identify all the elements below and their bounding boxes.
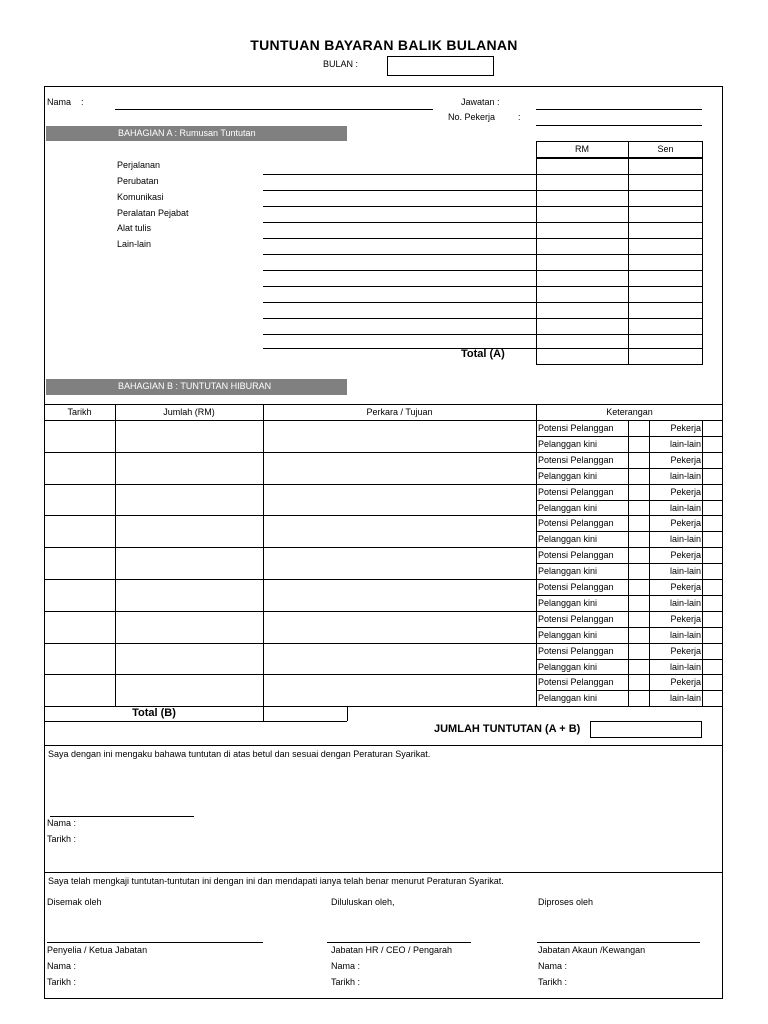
checkbox-potential-client[interactable] — [629, 548, 648, 563]
date-cell[interactable] — [45, 579, 114, 611]
current-client-label: Pelanggan kini — [538, 438, 598, 449]
date-cell[interactable] — [45, 547, 114, 579]
hr-role: Jabatan HR / CEO / Pengarah — [331, 945, 453, 955]
purpose-cell[interactable] — [264, 674, 535, 706]
potential-client-label: Potensi Pelanggan — [538, 613, 614, 624]
others-label: lain-lain — [669, 693, 701, 704]
section-a-entry-line[interactable] — [263, 206, 703, 207]
others-label: lain-lain — [669, 629, 701, 640]
staff-label: Pekerja — [670, 486, 701, 497]
checkbox-staff[interactable] — [703, 644, 722, 659]
name-field[interactable] — [115, 109, 433, 110]
checkbox-staff[interactable] — [703, 548, 722, 563]
staff-label: Pekerja — [670, 423, 701, 433]
others-label: lain-lain — [669, 502, 701, 513]
date-cell[interactable] — [45, 420, 114, 452]
current-client-label: Pelanggan kini — [538, 566, 598, 577]
col-purpose-header: Perkara / Tujuan — [366, 407, 433, 417]
checkbox-current-client[interactable] — [629, 628, 648, 643]
date-cell[interactable] — [45, 674, 114, 706]
processed-by-label: Diproses oleh — [538, 897, 594, 907]
potential-client-label: Potensi Pelanggan — [538, 486, 614, 497]
section-a-entry-line[interactable] — [263, 334, 703, 335]
checkbox-staff[interactable] — [703, 421, 722, 436]
checkbox-potential-client[interactable] — [629, 453, 648, 468]
current-client-label: Pelanggan kini — [538, 597, 598, 608]
checkbox-staff[interactable] — [703, 675, 722, 690]
checkbox-potential-client[interactable] — [629, 485, 648, 500]
purpose-cell[interactable] — [264, 547, 535, 579]
col-date-header: Tarikh — [67, 407, 92, 417]
checkbox-current-client[interactable] — [629, 469, 648, 484]
current-client-label: Pelanggan kini — [538, 502, 598, 513]
supervisor-role: Penyelia / Ketua Jabatan — [47, 945, 148, 955]
amount-cell[interactable] — [116, 420, 262, 452]
date-cell[interactable] — [45, 515, 114, 547]
checkbox-current-client[interactable] — [629, 532, 648, 547]
purpose-cell[interactable] — [264, 484, 535, 516]
item-communication: Komunikasi — [117, 192, 164, 202]
current-client-label: Pelanggan kini — [538, 661, 598, 672]
section-a-entry-line[interactable] — [263, 318, 703, 319]
accounts-signature-line[interactable] — [537, 942, 700, 943]
declaration-text: Saya dengan ini mengaku bahawa tuntutan di atas betul dan sesuai dengan Peraturan Syarikat. — [48, 749, 431, 759]
grand-total-label: JUMLAH TUNTUTAN (A + B) — [434, 723, 581, 735]
total-b-label: Total (B) — [132, 707, 176, 719]
checkbox-others[interactable] — [703, 660, 722, 675]
checkbox-others[interactable] — [703, 691, 722, 706]
section-a-banner: BAHAGIAN A : Rumusan Tuntutan — [46, 126, 347, 141]
total-a-label: Total (A) — [461, 348, 505, 360]
item-medical: Perubatan — [117, 176, 159, 186]
staff-label: Pekerja — [670, 645, 701, 656]
potential-client-label: Potensi Pelanggan — [538, 550, 614, 561]
amount-cell[interactable] — [116, 452, 262, 484]
supervisor-date-label: Tarikh : — [47, 977, 77, 987]
potential-client-label: Potensi Pelanggan — [538, 582, 614, 592]
name-label: Nama — [47, 97, 72, 107]
checkbox-others[interactable] — [703, 596, 722, 611]
rm-header: RM — [575, 144, 589, 154]
current-client-label: Pelanggan kini — [538, 693, 598, 704]
accounts-date-label: Tarikh : — [538, 977, 568, 987]
checkbox-staff[interactable] — [703, 516, 722, 531]
staff-no-field[interactable] — [536, 125, 702, 126]
checked-by-label: Disemak oleh — [47, 897, 102, 907]
checkbox-staff[interactable] — [703, 612, 722, 627]
checkbox-current-client[interactable] — [629, 596, 648, 611]
others-label: lain-lain — [669, 534, 701, 545]
purpose-cell[interactable] — [264, 420, 535, 452]
amount-cell[interactable] — [116, 643, 262, 675]
checkbox-potential-client[interactable] — [629, 516, 648, 531]
month-label: BULAN : — [323, 59, 359, 69]
section-a-entry-line[interactable] — [263, 270, 703, 271]
date-cell[interactable] — [45, 643, 114, 675]
item-stationery: Alat tulis — [117, 223, 152, 233]
checkbox-current-client[interactable] — [629, 564, 648, 579]
approved-by-label: Diluluskan oleh, — [331, 897, 395, 907]
checkbox-staff[interactable] — [703, 485, 722, 500]
accounts-role: Jabatan Akaun /Kewangan — [538, 945, 646, 955]
checkbox-others[interactable] — [703, 501, 722, 516]
others-label: lain-lain — [669, 661, 701, 672]
item-others: Lain-lain — [117, 239, 152, 249]
checkbox-current-client[interactable] — [629, 691, 648, 706]
item-travel: Perjalanan — [117, 160, 161, 170]
section-a-entry-line[interactable] — [263, 254, 703, 255]
staff-no-colon: : — [518, 112, 521, 122]
amount-cell[interactable] — [116, 484, 262, 516]
others-label: lain-lain — [669, 470, 701, 481]
hr-signature-line[interactable] — [327, 942, 471, 943]
purpose-cell[interactable] — [264, 452, 535, 484]
checkbox-others[interactable] — [703, 564, 722, 579]
checkbox-potential-client[interactable] — [629, 612, 648, 627]
purpose-cell[interactable] — [264, 643, 535, 675]
amount-cell[interactable] — [116, 611, 262, 643]
position-field[interactable] — [536, 109, 702, 110]
hr-name-label: Nama : — [331, 961, 361, 971]
checkbox-potential-client[interactable] — [629, 580, 648, 595]
staff-label: Pekerja — [670, 550, 701, 561]
checkbox-current-client[interactable] — [629, 660, 648, 675]
claimant-date-label: Tarikh : — [47, 834, 77, 844]
potential-client-label: Potensi Pelanggan — [538, 518, 614, 529]
amount-cell[interactable] — [116, 674, 262, 706]
claimant-signature-line[interactable] — [50, 816, 194, 817]
section-a-entry-line[interactable] — [263, 190, 703, 191]
position-label: Jawatan : — [461, 97, 500, 107]
supervisor-name-label: Nama : — [47, 961, 77, 971]
checkbox-current-client[interactable] — [629, 437, 648, 452]
current-client-label: Pelanggan kini — [538, 629, 598, 640]
potential-client-label: Potensi Pelanggan — [538, 454, 614, 465]
date-cell[interactable] — [45, 484, 114, 516]
potential-client-label: Potensi Pelanggan — [538, 677, 614, 688]
checkbox-others[interactable] — [703, 532, 722, 547]
current-client-label: Pelanggan kini — [538, 470, 598, 481]
hr-date-label: Tarikh : — [331, 977, 361, 987]
section-a-entry-line[interactable] — [263, 286, 703, 287]
staff-label: Pekerja — [670, 613, 701, 624]
checkbox-potential-client[interactable] — [629, 421, 648, 436]
staff-no-label: No. Pekerja — [448, 112, 496, 122]
item-office-equipment: Peralatan Pejabat — [117, 208, 189, 218]
form-title: TUNTUAN BAYARAN BALIK BULANAN — [250, 37, 518, 53]
staff-label: Pekerja — [670, 582, 701, 592]
purpose-cell[interactable] — [264, 611, 535, 643]
checkbox-staff[interactable] — [703, 580, 722, 595]
date-cell[interactable] — [45, 611, 114, 643]
checkbox-others[interactable] — [703, 628, 722, 643]
claimant-name-label: Nama : — [47, 818, 77, 828]
others-label: lain-lain — [669, 597, 701, 608]
staff-label: Pekerja — [670, 454, 701, 465]
amount-cell[interactable] — [116, 547, 262, 579]
amount-cell[interactable] — [116, 579, 262, 611]
name-colon: : — [81, 97, 84, 107]
section-a-entry-line[interactable] — [263, 174, 703, 175]
checkbox-potential-client[interactable] — [629, 675, 648, 690]
potential-client-label: Potensi Pelanggan — [538, 423, 614, 433]
section-a-entry-line[interactable] — [263, 222, 703, 223]
section-a-entry-line[interactable] — [263, 238, 703, 239]
amount-cell[interactable] — [116, 515, 262, 547]
current-client-label: Pelanggan kini — [538, 534, 598, 545]
date-cell[interactable] — [45, 452, 114, 484]
grand-total-field[interactable] — [590, 721, 702, 738]
section-b-banner: BAHAGIAN B : TUNTUTAN HIBURAN — [46, 379, 347, 395]
others-label: lain-lain — [669, 566, 701, 577]
sen-header: Sen — [657, 144, 674, 154]
checkbox-staff[interactable] — [703, 453, 722, 468]
section-b-top-rule — [44, 404, 723, 405]
checkbox-others[interactable] — [703, 437, 722, 452]
month-field[interactable] — [387, 56, 494, 76]
potential-client-label: Potensi Pelanggan — [538, 645, 614, 656]
review-text: Saya telah mengkaji tuntutan-tuntutan ini dengan ini dan mendapati ianya telah benar menurut Peraturan Syarikat. — [48, 876, 504, 886]
purpose-cell[interactable] — [264, 515, 535, 547]
staff-label: Pekerja — [670, 518, 701, 529]
supervisor-signature-line[interactable] — [47, 942, 263, 943]
checkbox-others[interactable] — [703, 469, 722, 484]
others-label: lain-lain — [669, 438, 701, 449]
staff-label: Pekerja — [670, 677, 701, 688]
section-a-entry-line[interactable] — [536, 158, 703, 159]
section-a-entry-line[interactable] — [263, 302, 703, 303]
col-remarks-header: Keterangan — [606, 407, 653, 417]
checkbox-potential-client[interactable] — [629, 644, 648, 659]
accounts-name-label: Nama : — [538, 961, 568, 971]
col-amount-header: Jumlah (RM) — [163, 407, 215, 417]
purpose-cell[interactable] — [264, 579, 535, 611]
checkbox-current-client[interactable] — [629, 501, 648, 516]
